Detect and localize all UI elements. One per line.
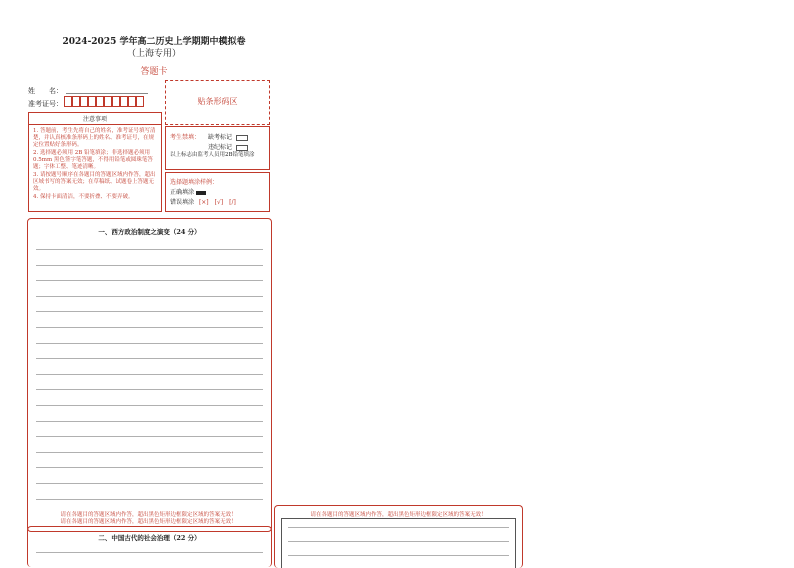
answer-line bbox=[36, 265, 263, 266]
overflow-warning-line: 请在各题目的答题区域内作答，超出黑色矩形边框限定区域的答案无效！ bbox=[60, 512, 237, 518]
correct-mark bbox=[196, 191, 206, 195]
notice-item: 2. 选择题必须用 2B 铅笔填涂；非选择题必须用 0.5mm 黑色签字笔答题，不得用铅笔或圆珠笔答题；字体工整、笔迹清晰。 bbox=[33, 150, 153, 170]
answer-line bbox=[36, 499, 263, 500]
sheet-label: 答题卡 bbox=[140, 67, 168, 77]
right-inner-frame bbox=[281, 518, 516, 568]
id-digit-box[interactable] bbox=[136, 96, 144, 107]
exam-title: 2024-2025 学年高二历史上学期期中模拟卷 bbox=[62, 37, 246, 47]
answer-line bbox=[36, 311, 263, 312]
q2-answer-area[interactable] bbox=[27, 526, 272, 567]
id-digit-box[interactable] bbox=[112, 96, 120, 107]
absent-row bbox=[208, 132, 248, 141]
name-label: 姓 名： bbox=[28, 87, 63, 95]
absent-checkbox[interactable] bbox=[236, 135, 248, 141]
q1-title: 一、西方政治制度之演变（24 分） bbox=[98, 228, 201, 236]
answer-line bbox=[36, 343, 263, 344]
answer-line bbox=[36, 452, 263, 453]
fill-example-box bbox=[165, 172, 270, 212]
answer-line bbox=[36, 467, 263, 468]
answer-line bbox=[36, 249, 263, 250]
answer-line bbox=[36, 374, 263, 375]
notice-item: 3. 请按题号顺序在各题目的答题区域内作答，超出区域书写的答案无效；在草稿纸、试题卷上答题无效。 bbox=[33, 172, 156, 192]
id-digit-box[interactable] bbox=[80, 96, 88, 107]
barcode-area bbox=[165, 80, 270, 125]
notice-item: 4. 保持卡面清洁，不要折叠、不要弄破。 bbox=[33, 194, 134, 200]
answer-line bbox=[288, 541, 509, 542]
right-warning: 请在各题目的答题区域内作答，超出黑色矩形边框限定区域的答案无效！ bbox=[310, 512, 487, 518]
id-digit-box[interactable] bbox=[120, 96, 128, 107]
answer-line bbox=[36, 421, 263, 422]
answer-line bbox=[36, 280, 263, 281]
answer-line bbox=[36, 358, 263, 359]
violation-row bbox=[208, 142, 248, 151]
barcode-label: 贴条形码区 bbox=[197, 97, 238, 106]
wrong-marks: [×] [√] [/] bbox=[198, 199, 236, 206]
name-underline[interactable] bbox=[66, 93, 148, 94]
notice-list bbox=[29, 125, 161, 205]
exam-subtitle: （上海专用） bbox=[126, 49, 181, 59]
id-digit-box[interactable] bbox=[128, 96, 136, 107]
answer-line bbox=[288, 527, 509, 528]
answer-line bbox=[36, 436, 263, 437]
q1-answer-area[interactable] bbox=[27, 218, 272, 532]
answer-line bbox=[36, 389, 263, 390]
id-label: 准考证号： bbox=[28, 100, 63, 108]
exam-status-box bbox=[165, 126, 270, 170]
answer-line bbox=[36, 552, 263, 553]
status-label: 考生禁填： bbox=[170, 134, 201, 141]
notice-box bbox=[28, 112, 162, 212]
correct-label: 正确填涂 bbox=[170, 189, 195, 196]
id-number-boxes[interactable] bbox=[64, 96, 144, 107]
answer-line bbox=[288, 555, 509, 556]
id-digit-box[interactable] bbox=[96, 96, 104, 107]
id-digit-box[interactable] bbox=[88, 96, 96, 107]
overflow-warning bbox=[27, 512, 270, 526]
answer-line bbox=[36, 296, 263, 297]
right-answer-area[interactable] bbox=[274, 505, 523, 568]
violation-label: 违纪标记 bbox=[208, 144, 233, 151]
id-digit-box[interactable] bbox=[72, 96, 80, 107]
status-note: 以上标志由监考人员用2B铅笔填涂 bbox=[170, 152, 255, 158]
violation-checkbox[interactable] bbox=[236, 145, 248, 151]
wrong-row bbox=[170, 197, 236, 206]
overflow-warning-line: 请在各题目的答题区域内作答，超出黑色矩形边框限定区域的答案无效！ bbox=[60, 519, 237, 525]
wrong-label: 错误填涂 bbox=[170, 199, 195, 206]
answer-line bbox=[36, 483, 263, 484]
fill-example-title: 选择题填涂样例： bbox=[170, 179, 219, 186]
id-digit-box[interactable] bbox=[64, 96, 72, 107]
correct-row bbox=[170, 187, 206, 196]
id-digit-box[interactable] bbox=[104, 96, 112, 107]
notice-item: 1. 答题前，考生先将自己的姓名，准考证号填写清楚，并认真核准条形码上的姓名、准考证号，在规定位置贴好条形码。 bbox=[33, 128, 156, 148]
notice-title: 注意事项 bbox=[29, 113, 161, 125]
answer-line bbox=[36, 405, 263, 406]
absent-label: 缺考标记 bbox=[208, 134, 233, 141]
q2-title: 二、中国古代的社会治理（22 分） bbox=[98, 534, 201, 542]
answer-line bbox=[36, 327, 263, 328]
